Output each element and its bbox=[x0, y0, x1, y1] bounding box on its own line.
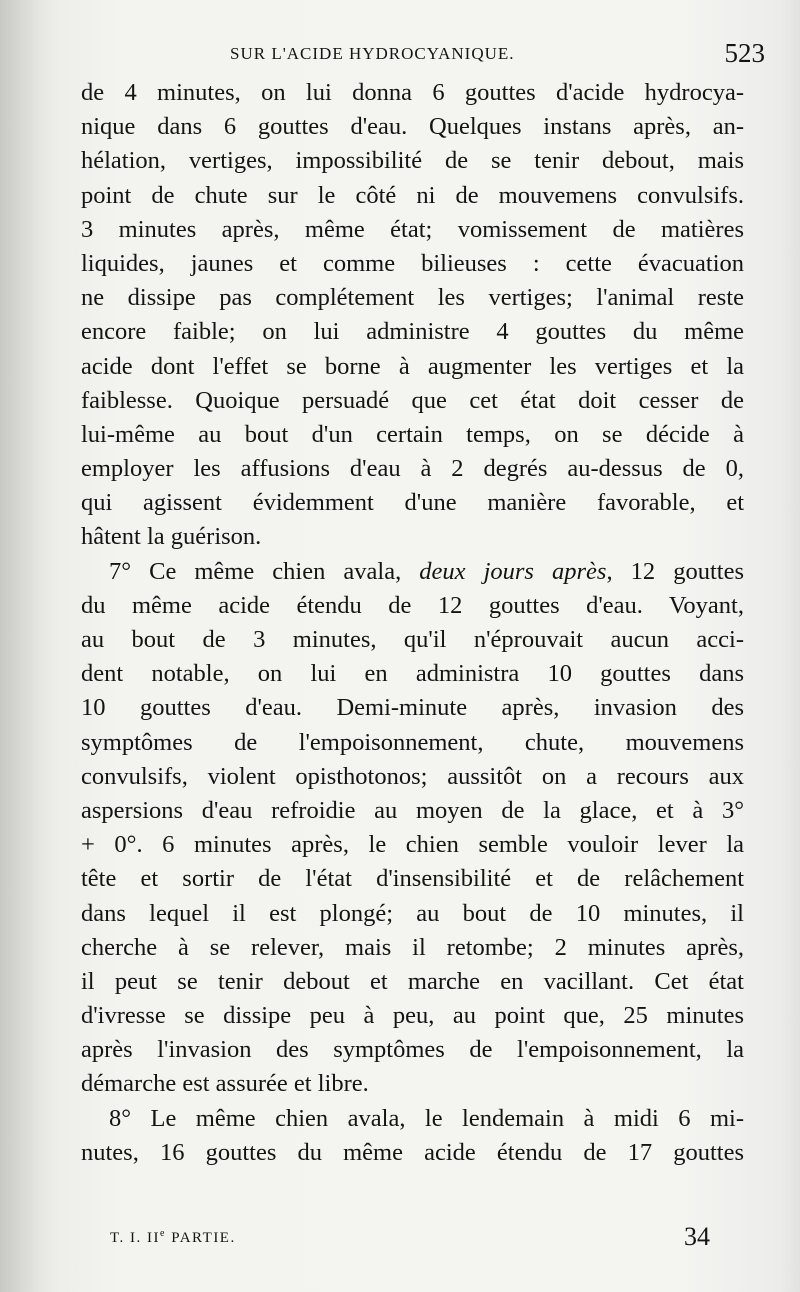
text-line: ne dissipe pas complétement les vertiges; l'animal reste bbox=[81, 284, 744, 312]
text-line: lui-même au bout d'un certain temps, on se décide à bbox=[81, 420, 744, 448]
text-line: il peut se tenir debout et marche en vacillant. Cet état bbox=[81, 967, 744, 995]
text-line: au bout de 3 minutes, qu'il n'éprouvait aucun acci- bbox=[81, 626, 744, 653]
text-line: démarche est assurée et libre. bbox=[81, 1070, 369, 1098]
text-line: nique dans 6 gouttes d'eau. Quelques instans après, an- bbox=[81, 113, 744, 141]
text-line: hélation, vertiges, impossibilité de se tenir debout, mais bbox=[81, 147, 744, 175]
text-line: après l'invasion des symptômes de l'empoisonnement, la bbox=[81, 1036, 744, 1064]
para7-before: 7° Ce même chien avala, bbox=[109, 557, 402, 585]
text-line: d'ivresse se dissipe peu à peu, au point que, 25 minutes bbox=[81, 1002, 744, 1030]
text-line: tête et sortir de l'état d'insensibilité et de relâchement bbox=[81, 865, 744, 893]
page-footer bbox=[110, 1222, 710, 1262]
text-line: employer les affusions d'eau à 2 degrés au-dessus de 0, bbox=[81, 455, 744, 483]
text-line: + 0°. 6 minutes après, le chien semble vouloir lever la bbox=[81, 831, 744, 859]
running-title: SUR L'ACIDE HYDROCYANIQUE. bbox=[230, 44, 515, 63]
text-line: liquides, jaunes et comme bilieuses : cette évacuation bbox=[81, 249, 744, 277]
signature-partie: PARTIE. bbox=[166, 1230, 236, 1246]
body-text bbox=[81, 76, 744, 1170]
para7-after: , 12 gouttes bbox=[606, 557, 744, 585]
text-line: faiblesse. Quoique persuadé que cet état doit cesser de bbox=[81, 386, 744, 414]
signature-superscript: e bbox=[160, 1228, 166, 1239]
page-fold-shadow bbox=[0, 0, 60, 1292]
text-line: cherche à se relever, mais il retombe; 2 minutes après, bbox=[81, 933, 744, 961]
signature-text: T. I. II bbox=[110, 1230, 161, 1246]
text-line: dent notable, on lui en administra 10 gouttes dans bbox=[81, 660, 744, 688]
text-line: 8° Le même chien avala, le lendemain à midi 6 mi- bbox=[109, 1104, 744, 1132]
page-number: 523 bbox=[724, 38, 765, 68]
text-line: dans lequel il est plongé; au bout de 10 minutes, il bbox=[81, 899, 744, 927]
text-line: du même acide étendu de 12 gouttes d'eau. Voyant, bbox=[81, 591, 744, 619]
text-line: aspersions d'eau refroidie au moyen de la glace, et à 3° bbox=[81, 796, 744, 824]
text-line: symptômes de l'empoisonnement, chute, mouvemens bbox=[81, 728, 744, 756]
page-header bbox=[90, 38, 765, 78]
text-line: convulsifs, violent opisthotonos; aussitôt on a recours aux bbox=[81, 762, 744, 790]
para7-italic: deux jours après bbox=[419, 557, 607, 585]
paragraph-7-first-line bbox=[81, 555, 744, 589]
text-line: 3 minutes après, même état; vomissement de matières bbox=[81, 215, 744, 243]
sheet-number: 34 bbox=[684, 1222, 710, 1251]
text-line: hâtent la guérison. bbox=[81, 523, 262, 551]
text-line: point de chute sur le côté ni de mouvemens convulsifs. bbox=[81, 181, 744, 209]
text-line: qui agissent évidemment d'une manière favorable, et bbox=[81, 489, 744, 517]
text-line: nutes, 16 gouttes du même acide étendu de 17 gouttes bbox=[81, 1138, 744, 1166]
text-line: encore faible; on lui administre 4 gouttes du même bbox=[81, 318, 744, 346]
signature-mark bbox=[110, 1228, 236, 1247]
text-line: acide dont l'effet se borne à augmenter les vertiges et la bbox=[81, 352, 744, 380]
text-line: 10 gouttes d'eau. Demi-minute après, invasion des bbox=[81, 694, 744, 722]
text-line: de 4 minutes, on lui donna 6 gouttes d'acide hydrocya- bbox=[81, 79, 744, 106]
